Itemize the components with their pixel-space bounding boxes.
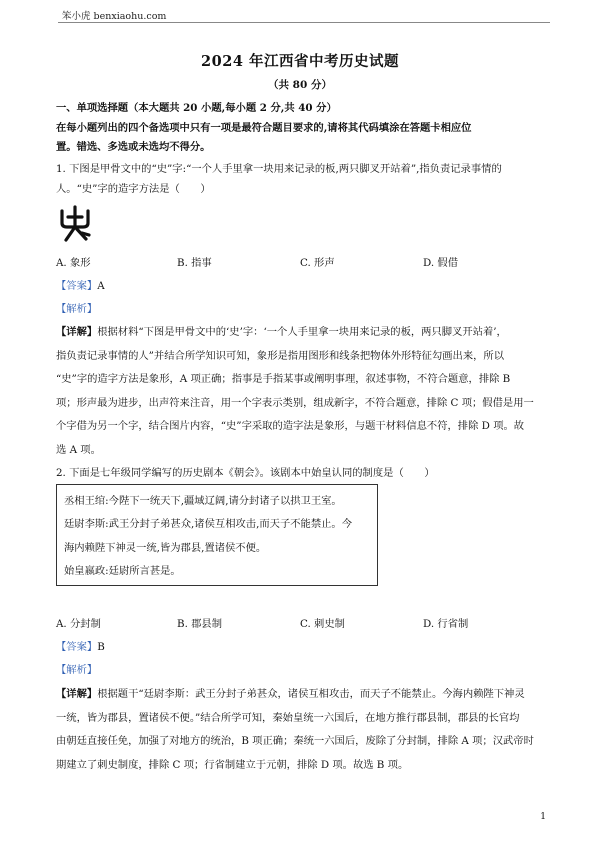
q2-detail-line: 由朝廷直接任免，加强了对地方的统治，B 项正确；秦统一六国后，废除了分封制，排除 A 项；汉武帝时 xyxy=(56,735,534,747)
q1-option-b: B. 指事 xyxy=(177,257,212,269)
q2-script-line: 海内赖陛下神灵一统,皆为郡县,置诸侯不便。 xyxy=(64,542,267,554)
q1-detail-line: 项；形声最为进步，出声符来注音，用一个字表示类别，组成新字，不符合题意，排除 C 项；假借是用一 xyxy=(56,397,534,409)
site-header: 笨小虎 benxiaohu.com xyxy=(62,11,167,22)
detail-tag: 【详解】 xyxy=(56,326,98,338)
detail-text: 根据材料“下图是甲骨文中的‘史’字：‘一个人手里拿一块用来记录的板，两只脚叉开站着’， xyxy=(97,326,507,338)
answer-tag: 【答案】 xyxy=(56,641,98,653)
answer-value: A xyxy=(97,280,105,292)
section-instruction-line: 在每小题列出的四个备选项中只有一项是最符合题目要求的,请将其代码填涂在答题卡相应位 xyxy=(56,122,472,134)
q2-option-a: A. 分封制 xyxy=(56,618,101,630)
q1-stem-line: 人。“史”字的造字方法是（ ） xyxy=(56,183,211,195)
q2-detail-line: 期建立了刺史制度，排除 C 项；行省制建立于元朝，排除 D 项。故选 B 项。 xyxy=(56,759,409,771)
answer-value: B xyxy=(97,641,105,653)
q1-option-a: A. 象形 xyxy=(56,257,91,269)
q1-detail-line: 指负责记录事情的人”并结合所学知识可知，象形是指用图形和线条把物体外形特征勾画出来，所以 xyxy=(56,350,505,362)
exam-title: 2024 年江西省中考历史试题 xyxy=(201,53,399,70)
q2-script-line: 丞相王绾:今陛下一统天下,疆域辽阔,请分封诸子以拱卫王室。 xyxy=(64,495,342,507)
q1-detail-line xyxy=(56,323,507,338)
q1-detail-line: “史”字的造字方法是象形，A 项正确；指事是手指某事或阐明事理，叙述事物，不符合题意，排除 B xyxy=(56,373,511,385)
q1-analysis-tag: 【解析】 xyxy=(56,303,98,315)
q2-option-c: C. 刺史制 xyxy=(300,618,345,630)
q1-option-c: C. 形声 xyxy=(300,257,335,269)
q2-detail-line xyxy=(56,685,525,700)
page-number: 1 xyxy=(540,812,546,822)
q2-option-d: D. 行省制 xyxy=(423,618,469,630)
detail-text: 根据题干“廷尉李斯：武王分封子弟甚众，诸侯互相攻击，而天子不能禁止。今海内赖陛下神灵 xyxy=(97,688,525,700)
oracle-bone-shi-character-icon xyxy=(58,205,92,247)
q1-option-d: D. 假借 xyxy=(423,257,459,269)
section-instruction-line: 置。错选、多选或未选均不得分。 xyxy=(56,141,211,153)
q2-analysis-tag: 【解析】 xyxy=(56,664,98,676)
q2-option-b: B. 郡县制 xyxy=(177,618,223,630)
q1-answer xyxy=(56,277,105,292)
q1-detail-line: 选 A 项。 xyxy=(56,444,101,456)
answer-tag: 【答案】 xyxy=(56,280,98,292)
q2-detail-line: 一统，皆为郡县，置诸侯不便。”结合所学可知，秦始皇统一六国后，在地方推行郡县制，郡县的长官均 xyxy=(56,712,520,724)
q2-script-line: 始皇嬴政:廷尉所言甚是。 xyxy=(64,565,181,577)
detail-tag: 【详解】 xyxy=(56,688,98,700)
header-divider xyxy=(58,22,550,23)
q2-stem: 2. 下面是七年级同学编写的历史剧本《朝会》。该剧本中始皇认同的制度是（ ） xyxy=(56,467,435,479)
q2-answer xyxy=(56,638,105,653)
section-title: 一、单项选择题（本大题共 20 小题,每小题 2 分,共 40 分） xyxy=(56,102,337,114)
q2-script-line: 廷尉李斯:武王分封子弟甚众,诸侯互相攻击,而天子不能禁止。今 xyxy=(64,518,353,530)
exam-total-score: （共 80 分） xyxy=(268,79,332,91)
q1-detail-line: 个字借为另一个字，结合图片内容，“史”字采取的造字法是象形，与题干材料信息不符，排除 D 项。故 xyxy=(56,420,525,432)
q1-stem-line: 1. 下图是甲骨文中的“史”字:“一个人手里拿一块用来记录的板,两只脚叉开站着”,指负责记录事情的 xyxy=(56,163,502,175)
